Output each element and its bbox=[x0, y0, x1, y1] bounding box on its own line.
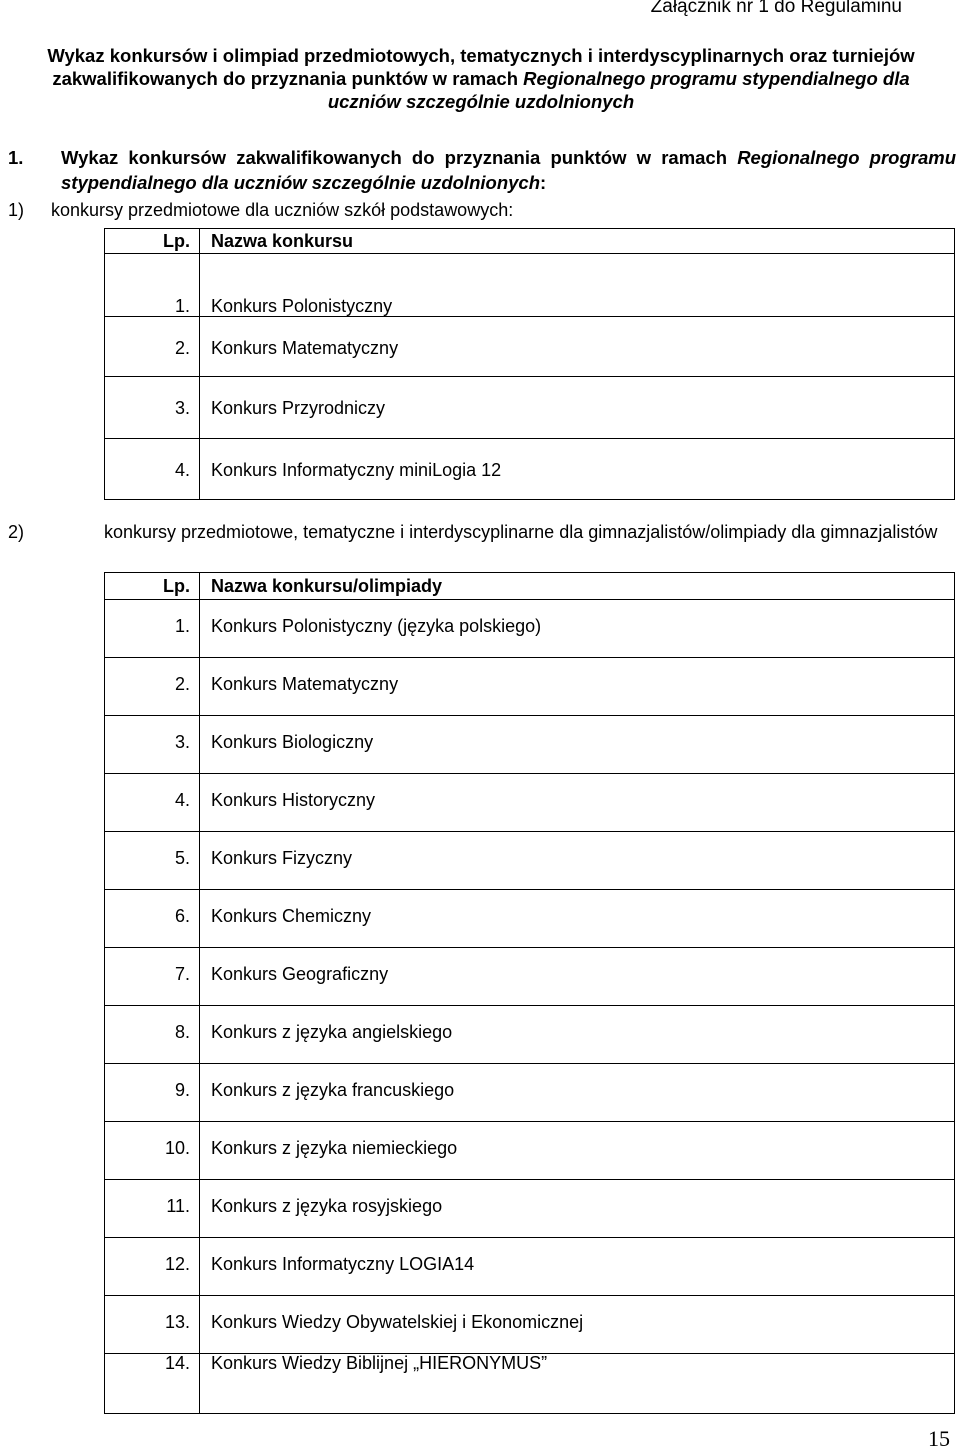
row-number: 12. bbox=[105, 1238, 200, 1296]
row-number: 5. bbox=[105, 832, 200, 890]
table-primary-school-contests bbox=[104, 228, 955, 500]
row-number: 7. bbox=[105, 948, 200, 1006]
table-row bbox=[105, 1064, 955, 1122]
table-row bbox=[105, 1238, 955, 1296]
row-number: 9. bbox=[105, 1064, 200, 1122]
row-number: 3. bbox=[105, 377, 200, 439]
table-row bbox=[105, 658, 955, 716]
row-number: 2. bbox=[105, 317, 200, 377]
title-line-2: zakwalifikowanych do przyznania punktów w ramach bbox=[52, 68, 524, 89]
row-contest-name: Konkurs Biologiczny bbox=[200, 716, 955, 774]
row-contest-name: Konkurs Geograficzny bbox=[200, 948, 955, 1006]
subsection-1-number: 1) bbox=[8, 200, 25, 220]
row-number: 3. bbox=[105, 716, 200, 774]
table-row bbox=[105, 439, 955, 500]
column-header-lp: Lp. bbox=[105, 573, 200, 600]
row-contest-name: Konkurs Polonistyczny (języka polskiego) bbox=[200, 600, 955, 658]
table-row bbox=[105, 890, 955, 948]
row-contest-name: Konkurs Wiedzy Obywatelskiej i Ekonomicznej bbox=[200, 1296, 955, 1354]
row-contest-name: Konkurs z języka rosyjskiego bbox=[200, 1180, 955, 1238]
column-header-name: Nazwa konkursu bbox=[200, 229, 955, 254]
table-row bbox=[105, 1296, 955, 1354]
row-contest-name: Konkurs Wiedzy Biblijnej „HIERONYMUS” bbox=[200, 1354, 955, 1414]
row-number: 8. bbox=[105, 1006, 200, 1064]
row-contest-name: Konkurs Matematyczny bbox=[200, 658, 955, 716]
row-contest-name: Konkurs Informatyczny miniLogia 12 bbox=[200, 439, 955, 500]
table-row bbox=[105, 948, 955, 1006]
table-row bbox=[105, 1122, 955, 1180]
row-contest-name: Konkurs Historyczny bbox=[200, 774, 955, 832]
section-1-text-italic: Regionalnego programu stypendialnego dla uczniów szczególnie uzdolnionych bbox=[61, 147, 956, 193]
row-number: 13. bbox=[105, 1296, 200, 1354]
title-line-2-italic: Regionalnego programu stypendialnego dla bbox=[523, 68, 910, 89]
subsection-1-text: konkursy przedmiotowe dla uczniów szkół podstawowych: bbox=[51, 200, 514, 220]
row-number: 2. bbox=[105, 658, 200, 716]
table-gymnasium-contests bbox=[104, 572, 955, 1414]
section-1-number: 1. bbox=[8, 147, 24, 168]
row-number: 11. bbox=[105, 1180, 200, 1238]
row-contest-name: Konkurs Informatyczny LOGIA14 bbox=[200, 1238, 955, 1296]
row-number: 4. bbox=[105, 774, 200, 832]
row-contest-name: Konkurs Polonistyczny bbox=[200, 254, 955, 317]
table-row bbox=[105, 832, 955, 890]
row-contest-name: Konkurs Przyrodniczy bbox=[200, 377, 955, 439]
row-number: 14. bbox=[105, 1354, 200, 1414]
attachment-label: Załącznik nr 1 do Regulaminu bbox=[650, 0, 902, 17]
subsection-2-number: 2) bbox=[8, 522, 25, 542]
section-1-text-end: : bbox=[540, 172, 547, 193]
row-contest-name: Konkurs z języka niemieckiego bbox=[200, 1122, 955, 1180]
row-number: 1. bbox=[105, 600, 200, 658]
table-row bbox=[105, 254, 955, 317]
title-line-1: Wykaz konkursów i olimpiad przedmiotowych, tematycznych i interdyscyplinarnych oraz turniejów bbox=[47, 45, 915, 66]
table-row bbox=[105, 1180, 955, 1238]
title-line-3-italic: uczniów szczególnie uzdolnionych bbox=[327, 91, 635, 112]
table-row bbox=[105, 377, 955, 439]
column-header-lp: Lp. bbox=[105, 229, 200, 254]
subsection-2-text: konkursy przedmiotowe, tematyczne i interdyscyplinarne dla gimnazjalistów/olimpiady dla gimnazjalistów bbox=[104, 522, 938, 542]
section-1-heading bbox=[8, 145, 956, 195]
table-row bbox=[105, 1006, 955, 1064]
table-row bbox=[105, 317, 955, 377]
row-number: 1. bbox=[105, 254, 200, 317]
page-number: 15 bbox=[928, 1426, 950, 1451]
row-contest-name: Konkurs Chemiczny bbox=[200, 890, 955, 948]
table-row bbox=[105, 716, 955, 774]
row-contest-name: Konkurs z języka francuskiego bbox=[200, 1064, 955, 1122]
table-row bbox=[105, 1354, 955, 1414]
row-number: 6. bbox=[105, 890, 200, 948]
table-row bbox=[105, 600, 955, 658]
row-contest-name: Konkurs Matematyczny bbox=[200, 317, 955, 377]
row-contest-name: Konkurs Fizyczny bbox=[200, 832, 955, 890]
document-title bbox=[8, 44, 954, 113]
subsection-2 bbox=[8, 520, 956, 544]
row-contest-name: Konkurs z języka angielskiego bbox=[200, 1006, 955, 1064]
row-number: 4. bbox=[105, 439, 200, 500]
table-row bbox=[105, 774, 955, 832]
column-header-name: Nazwa konkursu/olimpiady bbox=[200, 573, 955, 600]
row-number: 10. bbox=[105, 1122, 200, 1180]
section-1-text: Wykaz konkursów zakwalifikowanych do przyznania punktów w ramach bbox=[61, 147, 738, 168]
subsection-1 bbox=[8, 200, 513, 221]
